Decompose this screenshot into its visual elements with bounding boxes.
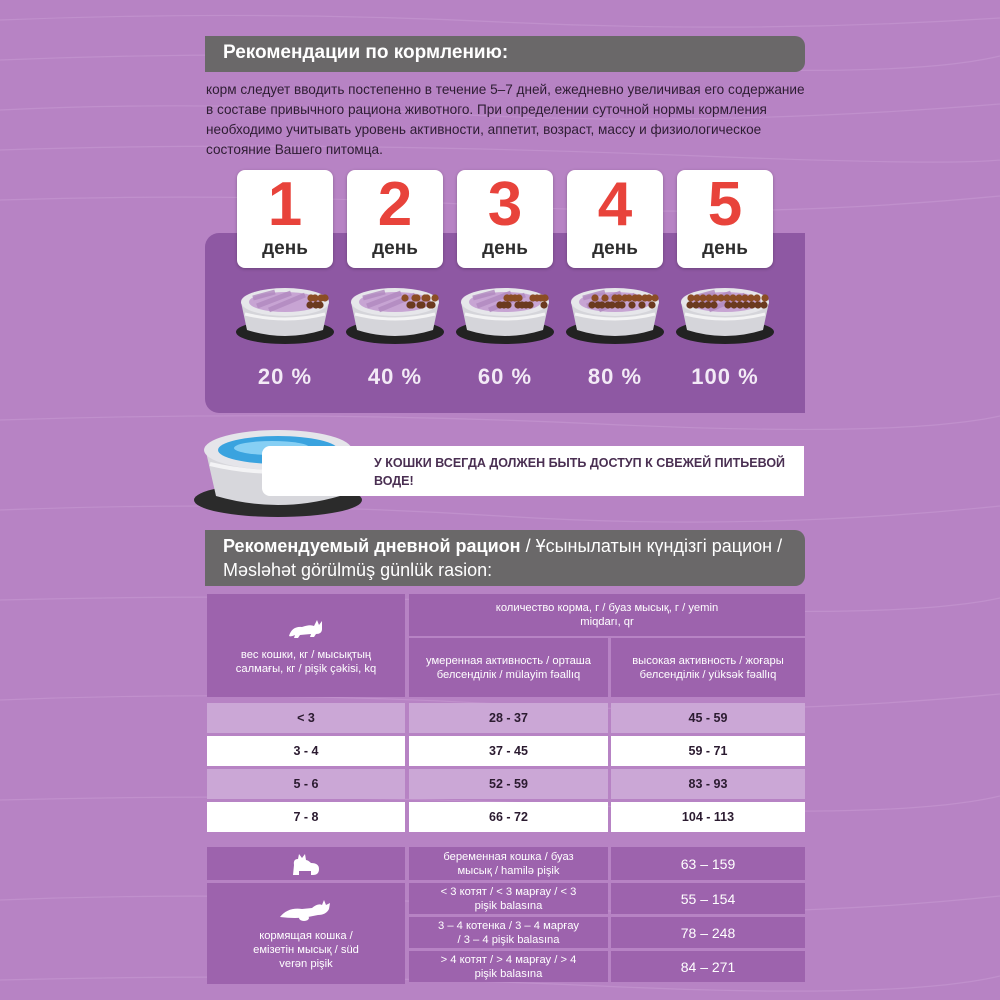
day-percent: 40 % — [367, 364, 423, 389]
table-cell-moderate: 52 - 59 — [409, 769, 608, 799]
day-card — [567, 170, 663, 268]
table-cell-high: 83 - 93 — [611, 769, 805, 799]
nursing-row-value: 84 – 271 — [611, 951, 805, 982]
food-bowl-icon — [235, 280, 335, 346]
table-cell-weight: < 3 — [207, 703, 405, 733]
food-bowl-icon — [345, 280, 445, 346]
ration-title-line2: Məsləhət görülmüş günlük rasion: — [223, 560, 493, 580]
day-card — [677, 170, 773, 268]
table-cell-high: 45 - 59 — [611, 703, 805, 733]
table-cell-weight: 5 - 6 — [207, 769, 405, 799]
feeding-instructions: корм следует вводить постепенно в течение 5–7 дней, ежедневно увеличивая его содержание в составе привычного рациона животного. При определении суточной нормы кормления необходимо учитывать уровень активности, аппетит, возраст, массу и физиологическое состояние Вашего питомца. — [206, 82, 805, 157]
weight-column-header — [207, 594, 405, 697]
nursing-row-value: 55 – 154 — [611, 883, 805, 914]
nursing-row-value: 78 – 248 — [611, 917, 805, 948]
table-cell-moderate: 37 - 45 — [409, 736, 608, 766]
day-word: день — [372, 238, 418, 259]
day-card — [457, 170, 553, 268]
water-note: У КОШКИ ВСЕГДА ДОЛЖЕН БЫТЬ ДОСТУП К СВЕЖЕЙ ПИТЬЕВОЙ ВОДЕ! — [262, 446, 804, 496]
table-cell-weight: 3 - 4 — [207, 736, 405, 766]
table-cell-high: 104 - 113 — [611, 802, 805, 832]
nursing-label: кормящая кошка / емізетін мысық / süd verən pişik — [253, 929, 359, 970]
pregnant-icon-cell — [207, 847, 405, 880]
day-word: день — [262, 238, 308, 259]
weight-column-label: вес кошки, кг / мысықтың салмағы, кг / pişik çəkisi, kq — [235, 648, 377, 675]
table-cell-moderate: 28 - 37 — [409, 703, 608, 733]
day-word: день — [702, 238, 748, 259]
day-card — [237, 170, 333, 268]
ration-title-rest: / Ұсынылатын күндізгі рацион / — [520, 536, 783, 556]
day-card — [347, 170, 443, 268]
pregnant-cat-icon — [289, 851, 323, 877]
day-percent: 80 % — [587, 364, 643, 389]
day-word: день — [592, 238, 638, 259]
day-number: 3 — [487, 170, 523, 239]
ration-title — [205, 530, 805, 586]
food-bowl-icon — [675, 280, 775, 346]
high-column-header: высокая активность / жоғары белсенділік / yüksək fəallıq — [611, 638, 805, 697]
day-number: 4 — [597, 170, 633, 239]
table-cell-weight: 7 - 8 — [207, 802, 405, 832]
feeding-title: Рекомендации по кормлению: — [205, 36, 805, 72]
pregnant-value: 63 – 159 — [611, 847, 805, 880]
table-cell-moderate: 66 - 72 — [409, 802, 608, 832]
nursing-cat-icon — [278, 897, 334, 923]
day-number: 1 — [267, 170, 303, 239]
nursing-row-label: 3 – 4 котенка / 3 – 4 марғау / 3 – 4 pişik balasına — [409, 917, 608, 948]
day-number: 5 — [707, 170, 743, 239]
food-bowl-icon — [455, 280, 555, 346]
food-bowl-icon — [565, 280, 665, 346]
nursing-cell — [207, 883, 405, 984]
table-cell-high: 59 - 71 — [611, 736, 805, 766]
ration-title-bold: Рекомендуемый дневной рацион — [223, 536, 521, 556]
moderate-column-header: умеренная активность / орташа белсенділік / mülayim fəallıq — [409, 638, 608, 697]
amount-column-header: количество корма, г / буаз мысық, г / yemin miqdarı, qr — [409, 594, 805, 636]
day-percent: 100 % — [691, 364, 759, 389]
cat-icon — [286, 616, 326, 640]
pregnant-label: беременная кошка / буаз мысық / hamilə pişik — [409, 847, 608, 880]
day-percent: 20 % — [257, 364, 313, 389]
nursing-row-label: > 4 котят / > 4 марғау / > 4 pişik balasına — [409, 951, 608, 982]
day-number: 2 — [377, 170, 413, 239]
nursing-row-label: < 3 котят / < 3 марғау / < 3 pişik balasına — [409, 883, 608, 914]
day-word: день — [482, 238, 528, 259]
day-percent: 60 % — [477, 364, 533, 389]
